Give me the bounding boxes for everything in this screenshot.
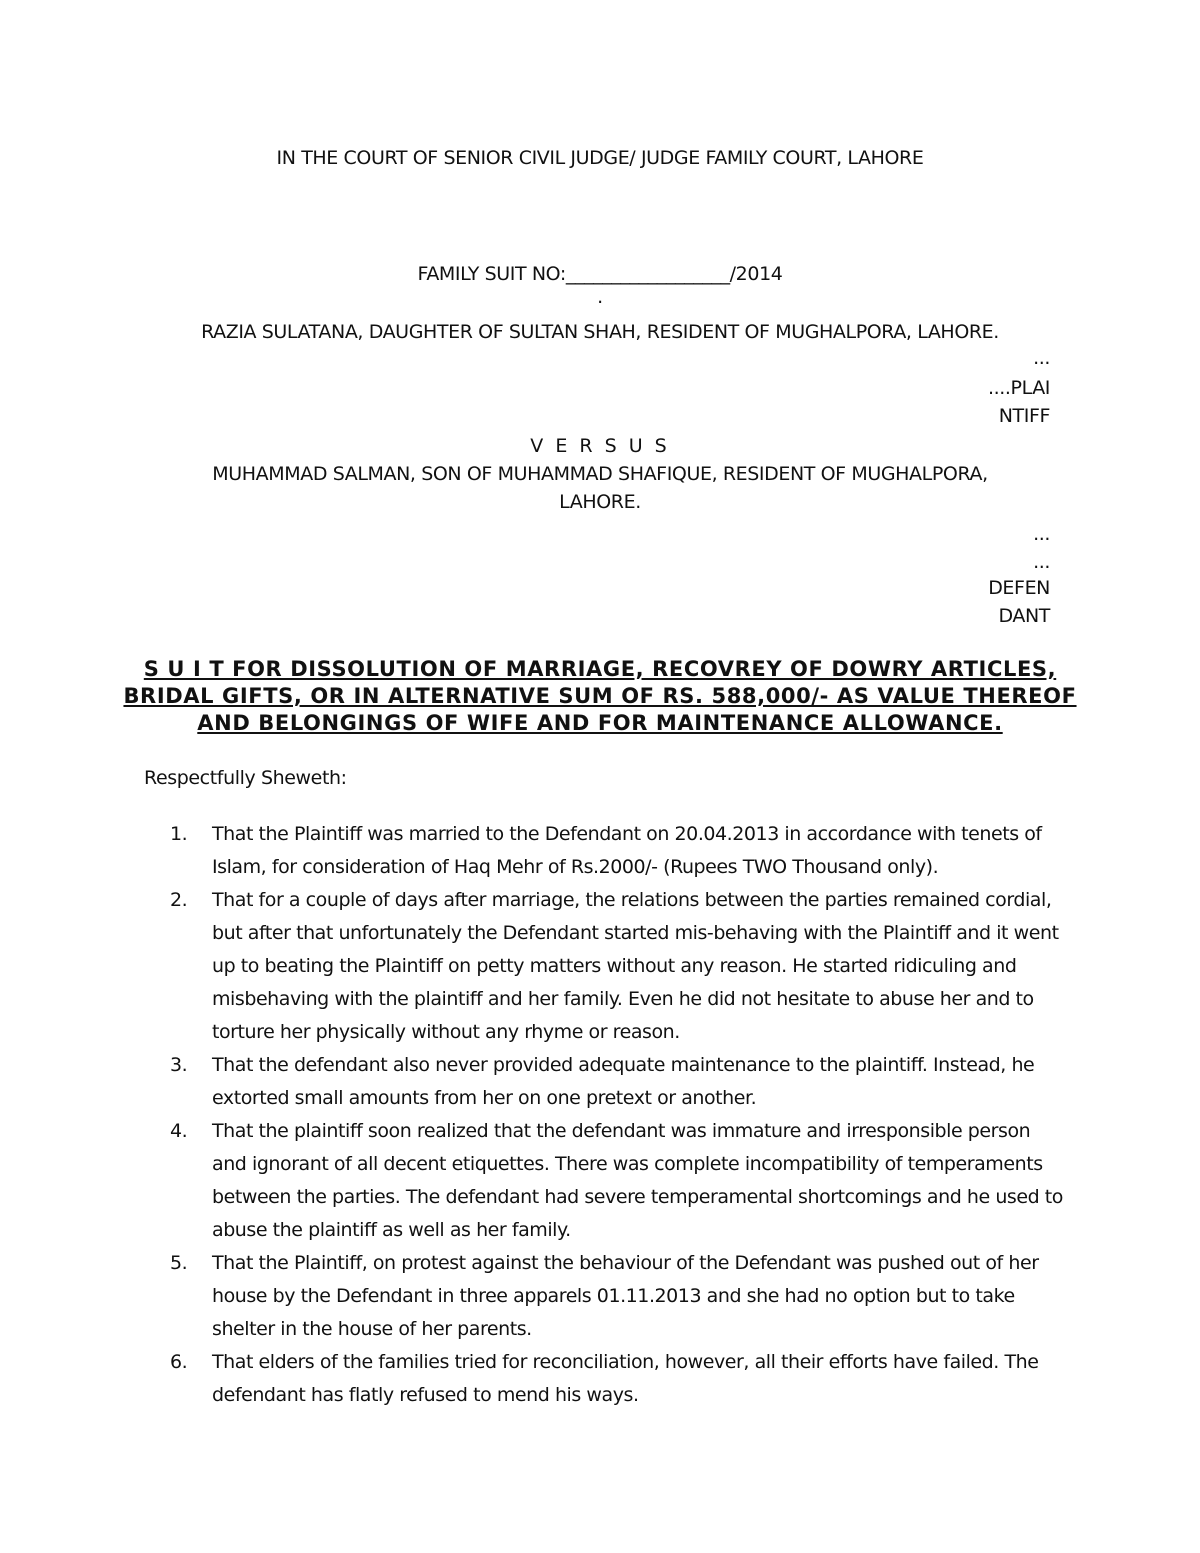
defendant-role-line: ... xyxy=(1033,523,1050,545)
suit-heading: S U I T FOR DISSOLUTION OF MARRIAGE, RECOVREY OF DOWRY ARTICLES, BRIDAL GIFTS, OR IN ALTERNATIVE SUM OF RS. 588,000/- AS VALUE THEREOF AND BELONGINGS OF WIFE AND FOR MAINTENANCE ALLOWANCE. xyxy=(123,657,1077,735)
paragraph-number: 5. xyxy=(170,1252,188,1274)
court-title: IN THE COURT OF SENIOR CIVIL JUDGE/ JUDGE FAMILY COURT, LAHORE xyxy=(276,147,924,169)
paragraph-number: 1. xyxy=(170,823,188,845)
plaintiff-role-line: ....PLAI xyxy=(987,377,1050,399)
paragraph-text: That for a couple of days after marriage, the relations between the parties remained cordial, but after that unfortunately the Defendant started mis-behaving with the Plaintiff and it went up to beating the Plaintiff on petty matters without any reason. He started ridiculing and misbehaving with the plaintiff and her family. Even he did not hesitate to abuse her and to torture her physically without any rhyme or reason. xyxy=(212,889,1059,1043)
defendant-role-line: DEFEN xyxy=(988,577,1050,599)
plaintiff-name: RAZIA SULATANA, DAUGHTER OF SULTAN SHAH, RESIDENT OF MUGHALPORA, LAHORE. xyxy=(201,321,999,343)
suit-number: FAMILY SUIT NO:__________________/2014 xyxy=(417,263,783,285)
plaintiff-role-line: ... xyxy=(1033,347,1050,369)
list-item xyxy=(170,1115,1070,1247)
salutation: Respectfully Sheweth: xyxy=(144,767,347,789)
paragraph-number: 2. xyxy=(170,889,188,911)
paragraph-text: That the plaintiff soon realized that the defendant was immature and irresponsible person and ignorant of all decent etiquettes. There was complete incompatibility of temperaments between the parties. The defendant had severe temperamental shortcomings and he used to abuse the plaintiff as well as her family. xyxy=(212,1120,1063,1241)
plaintiff-role-line: NTIFF xyxy=(998,405,1050,427)
defendant-name: MUHAMMAD SALMAN, SON OF MUHAMMAD SHAFIQUE, RESIDENT OF MUGHALPORA, xyxy=(212,463,988,485)
defendant-role-line: ... xyxy=(1033,551,1050,573)
paragraph-text: That the Plaintiff was married to the Defendant on 20.04.2013 in accordance with tenets of Islam, for consideration of Haq Mehr of Rs.2000/- (Rupees TWO Thousand only). xyxy=(212,823,1042,878)
paragraph-text: That the Plaintiff, on protest against the behaviour of the Defendant was pushed out of her house by the Defendant in three apparels 01.11.2013 and she had no option but to take shelter in the house of her parents. xyxy=(212,1252,1039,1340)
paragraph-number: 3. xyxy=(170,1054,188,1076)
defendant-name-continued: LAHORE. xyxy=(559,491,641,513)
defendant-role-line: DANT xyxy=(998,605,1050,627)
list-item xyxy=(170,1049,1070,1115)
paragraph-text: That the defendant also never provided adequate maintenance to the plaintiff. Instead, he extorted small amounts from her on one pretext or another. xyxy=(212,1054,1035,1109)
separator-dot: . xyxy=(597,286,603,308)
list-item xyxy=(170,818,1070,884)
versus-label: V E R S U S xyxy=(530,435,670,457)
paragraph-text: That elders of the families tried for reconciliation, however, all their efforts have failed. The defendant has flatly refused to mend his ways. xyxy=(212,1351,1039,1406)
list-item xyxy=(170,1247,1070,1346)
paragraph-number: 6. xyxy=(170,1351,188,1373)
paragraph-list xyxy=(170,818,1070,1412)
list-item xyxy=(170,1346,1070,1412)
paragraph-number: 4. xyxy=(170,1120,188,1142)
list-item xyxy=(170,884,1070,1049)
